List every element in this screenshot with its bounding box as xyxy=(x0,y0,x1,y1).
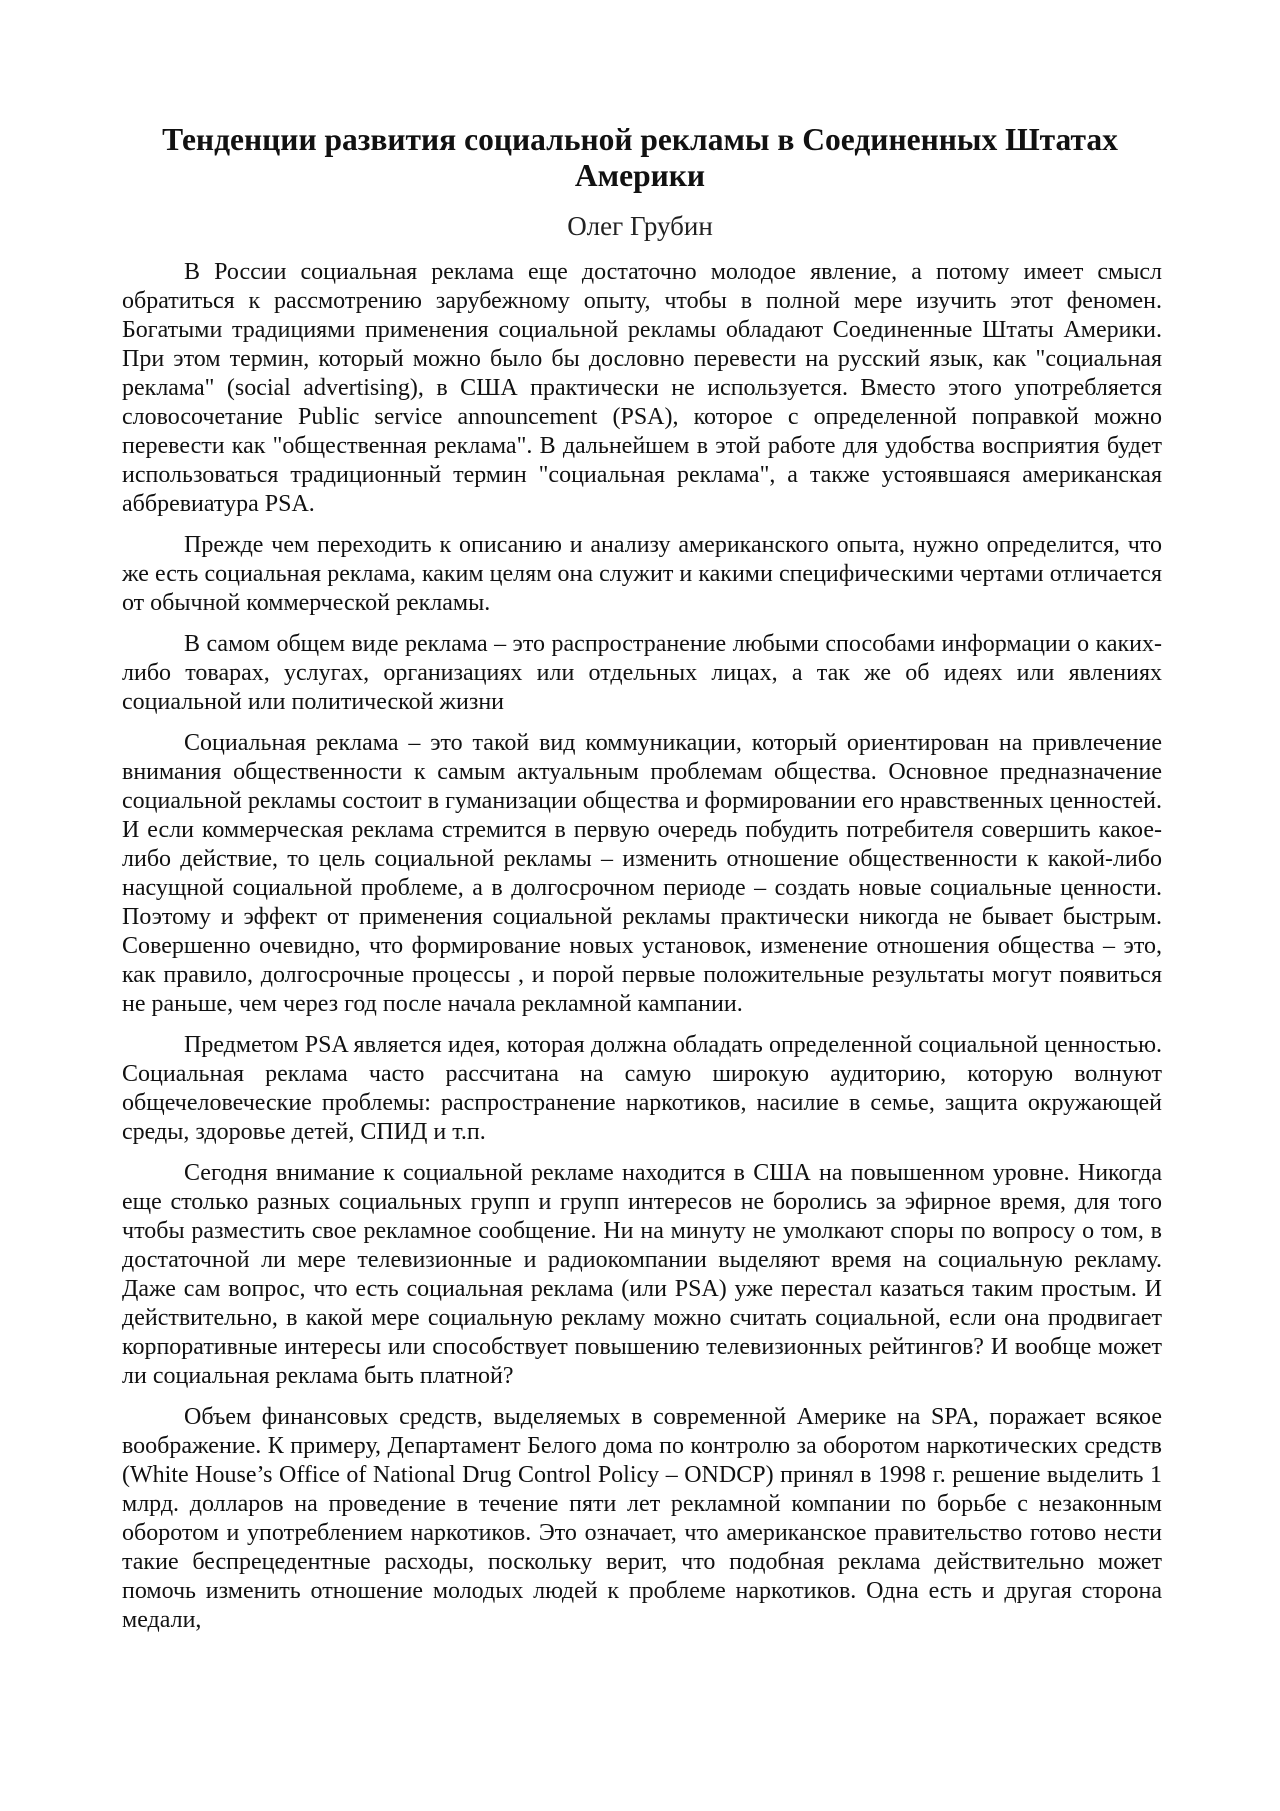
document-title: Тенденции развития социальной рекламы в Соединенных Штатах Америки xyxy=(162,122,1118,193)
paragraph-4: Социальная реклама – это такой вид коммуникации, который ориентирован на привлечение внимания общественности к самым актуальным проблемам общества. Основное предназначение социальной рекламы состоит в гуманизации общества и формировании его нравственных ценностей. И если коммерческая реклама стремится в первую очередь побудить потребителя совершить какое-либо действие, то цель социальной рекламы – изменить отношение общественности к какой-либо насущной социальной проблеме, а в долгосрочном периоде – создать новые социальные ценности. Поэтому и эффект от применения социальной рекламы практически никогда не бывает быстрым. Совершенно очевидно, что формирование новых установок, изменение отношения общества – это, как правило, долгосрочные процессы , и порой первые положительные результаты могут появиться не раньше, чем через год после начала рекламной кампании. xyxy=(122,730,1162,1017)
document-body xyxy=(122,258,1162,1635)
document-author: Олег Грубин xyxy=(567,211,713,241)
paragraph-2: Прежде чем переходить к описанию и анализу американского опыта, нужно определится, что же есть социальная реклама, каким целям она служит и какими специфическими чертами отличается от обычной коммерческой рекламы. xyxy=(122,532,1162,616)
paragraph-3: В самом общем виде реклама – это распространение любыми способами информации о каких-либо товарах, услугах, организациях или отдельных лицах, а так же об идеях или явлениях социальной или политической жизни xyxy=(122,631,1162,715)
paragraph-6: Сегодня внимание к социальной рекламе находится в США на повышенном уровне. Никогда еще столько разных социальных групп и групп интересов не боролись за эфирное время, для того чтобы разместить свое рекламное сообщение. Ни на минуту не умолкают споры по вопросу о том, в достаточной ли мере телевизионные и радиокомпании выделяют время на социальную рекламу. Даже сам вопрос, что есть социальная реклама (или PSA) уже перестал казаться таким простым. И действительно, в какой мере социальную рекламу можно считать социальной, если она продвигает корпоративные интересы или способствует повышению телевизионных рейтингов? И вообще может ли социальная реклама быть платной? xyxy=(122,1160,1162,1389)
paragraph-5: Предметом PSA является идея, которая должна обладать определенной социальной ценностью. Социальная реклама часто рассчитана на самую широкую аудиторию, которую волнуют общечеловеческие проблемы: распространение наркотиков, насилие в семье, защита окружающей среды, здоровье детей, СПИД и т.п. xyxy=(122,1032,1162,1145)
paragraph-1: В России социальная реклама еще достаточно молодое явление, а потому имеет смысл обратиться к рассмотрению зарубежному опыту, чтобы в полной мере изучить этот феномен. Богатыми традициями применения социальной рекламы обладают Соединенные Штаты Америки. При этом термин, который можно было бы дословно перевести на русский язык, как "социальная реклама" (social advertising), в США практически не используется. Вместо этого употребляется словосочетание Public service announcement (PSA), которое с определенной поправкой можно перевести как "общественная реклама". В дальнейшем в этой работе для удобства восприятия будет использоваться традиционный термин "социальная реклама", а также устоявшаяся американская аббревиатура PSA. xyxy=(122,259,1162,517)
paragraph-7: Объем финансовых средств, выделяемых в современной Америке на SPA, поражает всякое воображение. К примеру, Департамент Белого дома по контролю за оборотом наркотических средств (White House’s Office of National Drug Control Policy – ONDCP) принял в 1998 г. решение выделить 1 млрд. долларов на проведение в течение пяти лет рекламной компании по борьбе с незаконным оборотом и употреблением наркотиков. Это означает, что американское правительство готово нести такие беспрецедентные расходы, поскольку верит, что подобная реклама действительно может помочь изменить отношение молодых людей к проблеме наркотиков. Одна есть и другая сторона медали, xyxy=(122,1404,1162,1633)
